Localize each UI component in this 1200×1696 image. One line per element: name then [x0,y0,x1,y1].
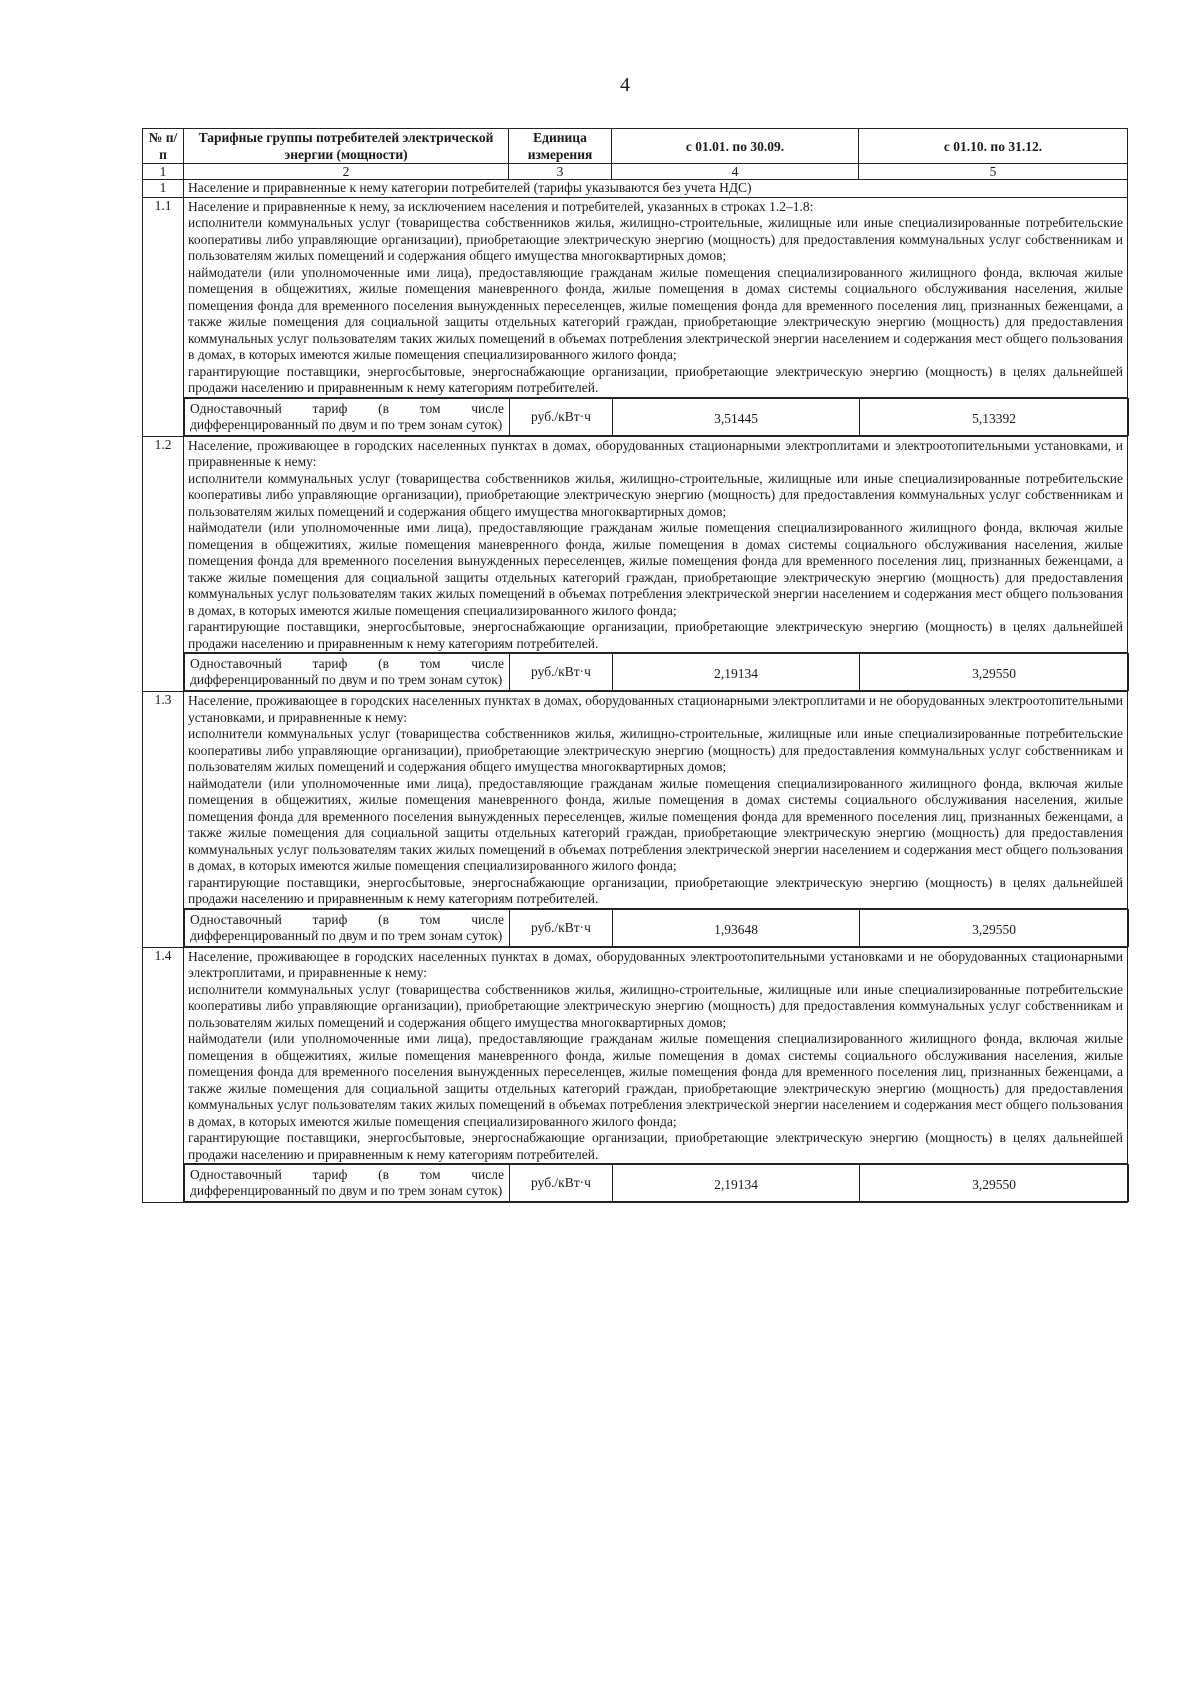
tariff-values-row [143,397,1128,436]
description-paragraph: исполнители коммунальных услуг (товарищества собственников жилья, жилищно-строительные, жилищные или иные специализированные потребительские кооперативы либо управляющие организации), приобретающие электрическую энергию (мощность) для предоставления коммунальных услуг собственникам и пользователям жилых помещений и содержания общего имущества многоквартирных домов; [188,215,1123,263]
tariff-values-cell [184,1164,1128,1203]
value-period1: 3,51445 [613,398,860,435]
description-paragraph: наймодатели (или уполномоченные ими лица), предоставляющие гражданам жилые помещения специализированного жилищного фонда, включая жилые помещения в общежитиях, жилые помещения маневренного фонда, жилые помещения в домах системы социального обслуживания населения, жилые помещения фонда для временного поселения вынужденных переселенцев, жилые помещения фонда для временного поселения лиц, признанных беженцами, а также жилые помещения для социальной защиты отдельных категорий граждан, приобретающие электрическую энергию (мощность) для предоставления коммунальных услуг пользователям таких жилых помещений в объемах потребления электрической энергии населением и содержания мест общего пользования в домах, в которых имеются жилые помещения специализированного жилого фонда; [188,520,1123,618]
unit-cell: руб./кВт·ч [510,1165,613,1202]
column-index-row [143,164,1128,180]
section-title: Население и приравненные к нему категории потребителей (тарифы указываются без учета НДС) [184,180,1128,198]
unit-cell: руб./кВт·ч [510,654,613,691]
description-paragraph: наймодатели (или уполномоченные ими лица), предоставляющие гражданам жилые помещения специализированного жилищного фонда, включая жилые помещения в общежитиях, жилые помещения маневренного фонда, жилые помещения в домах системы социального обслуживания населения, жилые помещения фонда для временного поселения вынужденных переселенцев, жилые помещения фонда для временного поселения лиц, признанных беженцами, а также жилые помещения для социальной защиты отдельных категорий граждан, приобретающие электрическую энергию (мощность) для предоставления коммунальных услуг пользователям таких жилых помещений в объемах потребления электрической энергии населением и содержания мест общего пользования в домах, в которых имеются жилые помещения специализированного жилого фонда; [188,775,1123,873]
description-paragraph: гарантирующие поставщики, энергосбытовые, энергоснабжающие организации, приобретающие электрическую энергию (мощность) в целях дальнейшей продажи населению и приравненным к нему категориям потребителей. [188,363,1123,395]
value-period1: 2,19134 [613,1165,860,1202]
tariff-values-cell [184,908,1128,947]
page-number: 4 [620,74,630,96]
value-period2: 3,29550 [860,1165,1129,1202]
description-paragraph: Население и приравненные к нему, за исключением населения и потребителей, указанных в строках 1.2–1.8: [188,198,814,214]
tariff-row [143,947,1128,1164]
column-index: 2 [184,164,509,180]
table-header-row [143,129,1128,164]
section-row [143,180,1128,198]
value-period1: 1,93648 [613,909,860,946]
row-description [184,947,1128,1164]
description-paragraph: наймодатели (или уполномоченные ими лица), предоставляющие гражданам жилые помещения специализированного жилищного фонда, включая жилые помещения в общежитиях, жилые помещения маневренного фонда, жилые помещения в домах системы социального обслуживания населения, жилые помещения фонда для временного поселения вынужденных переселенцев, жилые помещения фонда для временного поселения лиц, признанных беженцами, а также жилые помещения для социальной защиты отдельных категорий граждан, приобретающие электрическую энергию (мощность) для предоставления коммунальных услуг пользователям таких жилых помещений в объемах потребления электрической энергии населением и содержания мест общего пользования в домах, в которых имеются жилые помещения специализированного жилого фонда; [188,264,1123,362]
tariff-values-table [184,398,1129,436]
description-paragraph: исполнители коммунальных услуг (товарищества собственников жилья, жилищно-строительные, жилищные или иные специализированные потребительские кооперативы либо управляющие организации), приобретающие электрическую энергию (мощность) для предоставления коммунальных услуг собственникам и пользователям жилых помещений и содержания общего имущества многоквартирных домов; [188,981,1123,1030]
tariff-values-cell [184,653,1128,692]
section-num: 1 [143,180,184,198]
value-period2: 3,29550 [860,909,1129,946]
column-index: 1 [143,164,184,180]
row-num: 1.3 [143,692,184,948]
tariff-values-table [184,1164,1129,1202]
row-num: 1.1 [143,197,184,436]
description-paragraph: Население, проживающее в городских населенных пунктах в домах, оборудованных электроотопительными установками и не оборудованных стационарными электроплитами, и приравненные к нему: [188,948,1123,980]
header-unit: Единица измерения [509,129,612,164]
tariff-values-table [184,653,1129,691]
tariff-label: Одноставочный тариф (в том числе дифференцированный по двум и по трем зонам суток) [185,909,510,946]
description-paragraph: гарантирующие поставщики, энергосбытовые, энергоснабжающие организации, приобретающие электрическую энергию (мощность) в целях дальнейшей продажи населению и приравненным к нему категориям потребителей. [188,874,1123,906]
tariff-values-row [143,653,1128,692]
tariff-values-row [143,908,1128,947]
description-paragraph: наймодатели (или уполномоченные ими лица), предоставляющие гражданам жилые помещения специализированного жилищного фонда, включая жилые помещения в общежитиях, жилые помещения маневренного фонда, жилые помещения в домах системы социального обслуживания населения, жилые помещения фонда для временного поселения вынужденных переселенцев, жилые помещения фонда для временного поселения лиц, признанных беженцами, а также жилые помещения для социальной защиты отдельных категорий граждан, приобретающие электрическую энергию (мощность) для предоставления коммунальных услуг пользователям таких жилых помещений в объемах потребления электрической энергии населением и содержания мест общего пользования в домах, в которых имеются жилые помещения специализированного жилого фонда; [188,1031,1123,1129]
row-description [184,436,1128,653]
description-paragraph: исполнители коммунальных услуг (товарищества собственников жилья, жилищно-строительные, жилищные или иные специализированные потребительские кооперативы либо управляющие организации), приобретающие электрическую энергию (мощность) для предоставления коммунальных услуг собственникам и пользователям жилых помещений и содержания общего имущества многоквартирных домов; [188,726,1123,774]
column-index: 3 [509,164,612,180]
column-index: 4 [612,164,859,180]
description-paragraph: Население, проживающее в городских населенных пунктах в домах, оборудованных стационарными электроплитами и не оборудованных электроотопительными установками, и приравненные к нему: [188,693,1123,725]
tariff-label: Одноставочный тариф (в том числе дифференцированный по двум и по трем зонам суток) [185,1165,510,1202]
row-num: 1.2 [143,436,184,692]
value-period1: 2,19134 [613,654,860,691]
description-paragraph: Население, проживающее в городских населенных пунктах в домах, оборудованных стационарными электроплитами и электроотопительными установками, и приравненные к нему: [188,437,1123,469]
value-period2: 5,13392 [860,398,1129,435]
tariff-row [143,692,1128,909]
row-description [184,692,1128,909]
header-period2: с 01.10. по 31.12. [859,129,1128,164]
header-period1: с 01.01. по 30.09. [612,129,859,164]
description-paragraph: гарантирующие поставщики, энергосбытовые, энергоснабжающие организации, приобретающие электрическую энергию (мощность) в целях дальнейшей продажи населению и приравненным к нему категориям потребителей. [188,619,1123,651]
tariff-values-row [143,1164,1128,1203]
row-description [184,197,1128,397]
value-period2: 3,29550 [860,654,1129,691]
tariff-table [142,128,1128,1203]
header-num: № п/п [143,129,184,164]
tariff-values-cell [184,397,1128,436]
tariff-label: Одноставочный тариф (в том числе дифференцированный по двум и по трем зонам суток) [185,654,510,691]
tariff-label: Одноставочный тариф (в том числе дифференцированный по двум и по трем зонам суток) [185,398,510,435]
description-paragraph: гарантирующие поставщики, энергосбытовые, энергоснабжающие организации, приобретающие электрическую энергию (мощность) в целях дальнейшей продажи населению и приравненным к нему категориям потребителей. [188,1130,1123,1162]
header-group: Тарифные группы потребителей электрической энергии (мощности) [184,129,509,164]
tariff-row [143,436,1128,653]
tariff-values-table [184,909,1129,947]
unit-cell: руб./кВт·ч [510,398,613,435]
tariff-row [143,197,1128,397]
row-num: 1.4 [143,947,184,1203]
unit-cell: руб./кВт·ч [510,909,613,946]
description-paragraph: исполнители коммунальных услуг (товарищества собственников жилья, жилищно-строительные, жилищные или иные специализированные потребительские кооперативы либо управляющие организации), приобретающие электрическую энергию (мощность) для предоставления коммунальных услуг собственникам и пользователям жилых помещений и содержания общего имущества многоквартирных домов; [188,470,1123,519]
column-index: 5 [859,164,1128,180]
